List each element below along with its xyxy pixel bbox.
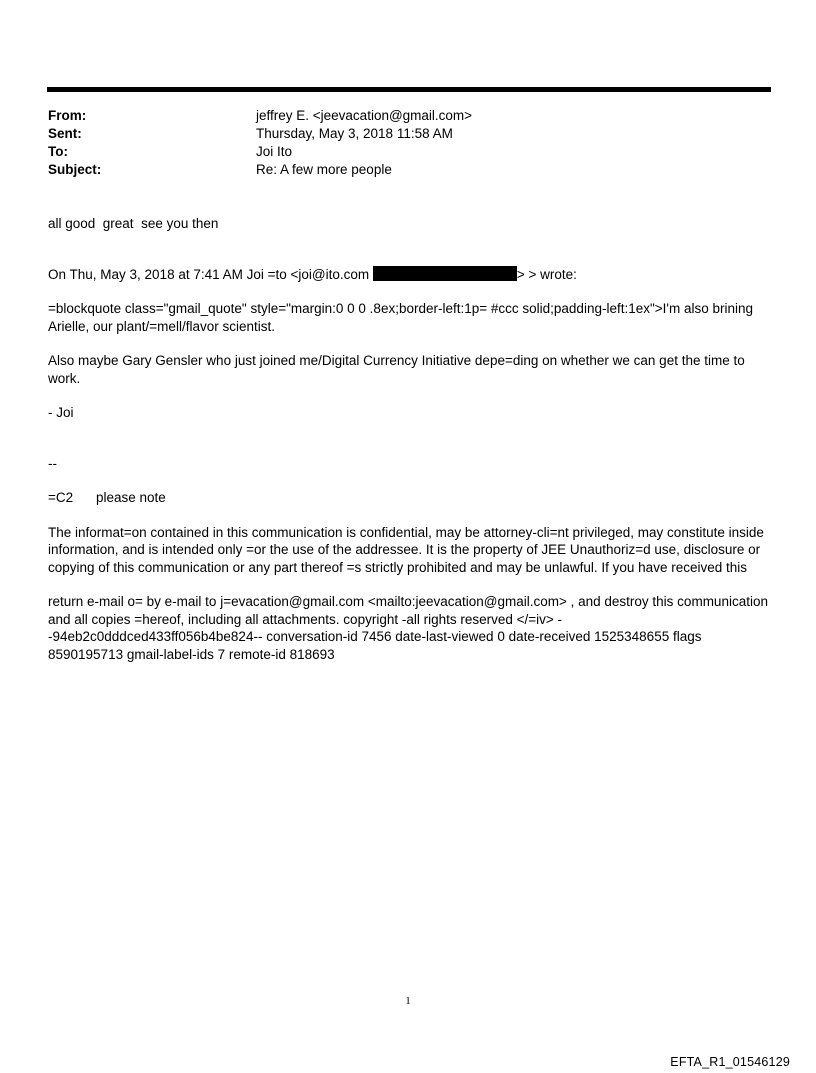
page-number: 1 <box>405 995 411 1007</box>
blockquote-text: =blockquote class="gmail_quote" style="margin:0 0 0 .8ex;border-left:1p= #ccc solid;padding-left:1ex">I'm also brining Arielle, our plant/=mell/flavor scientist. <box>48 301 754 334</box>
signature: - Joi <box>48 405 74 420</box>
sent-value: Thursday, May 3, 2018 11:58 AM <box>256 126 453 141</box>
to-row <box>48 143 472 161</box>
header-divider <box>47 87 771 92</box>
from-label: From: <box>48 108 87 123</box>
from-row <box>48 107 472 125</box>
subject-label: Subject: <box>48 162 102 177</box>
to-value: Joi Ito <box>256 144 293 159</box>
sent-label: Sent: <box>48 126 82 141</box>
confidential-text: The informat=on contained in this communication is confidential, may be attorney-cli=nt privileged, may constitute inside information, and is intended only =or the use of the addressee. It is the property of JEE Unauthoriz=d use, disclosure or copying of this communication or any part thereof =s strictly prohibited and may be unlawful. If you have received this <box>48 524 764 575</box>
redaction-block <box>373 266 517 281</box>
to-label: To: <box>48 144 68 159</box>
note-text: please note <box>96 490 166 505</box>
quote-intro <box>48 266 770 284</box>
quote-intro-end: > > wrote: <box>516 266 577 282</box>
from-value: jeffrey E. <jeevacation@gmail.com> <box>256 108 473 123</box>
also-text: Also maybe Gary Gensler who just joined me/Digital Currency Initiative depe=ding on whether we can get the time to work. <box>48 353 745 386</box>
email-header <box>48 107 472 179</box>
subject-row <box>48 161 472 179</box>
note-prefix: =C2 <box>48 490 74 505</box>
bates-number: EFTA_R1_01546129 <box>670 1055 790 1069</box>
note-line <box>48 489 770 507</box>
subject-value: Re: A few more people <box>256 162 392 177</box>
email-body <box>48 215 770 663</box>
sent-row <box>48 125 472 143</box>
reply-line: all good great see you then <box>48 216 219 231</box>
dashes: -- <box>48 455 57 471</box>
quote-intro-start: On Thu, May 3, 2018 at 7:41 AM Joi =to <joi@ito.com <box>48 266 373 282</box>
return-text: return e-mail o= by e-mail to j=evacation@gmail.com <mailto:jeevacation@gmail.com> , and destroy this communication and all copies =hereof, including all attachments. copyright -all rights reserved </=iv> --94eb2c0dddced433ff056b4be824-- conversation-id 7456 date-last-viewed 0 date-received 1525348655 flags 8590195713 gmail-label-ids 7 remote-id 818693 <box>48 594 768 662</box>
